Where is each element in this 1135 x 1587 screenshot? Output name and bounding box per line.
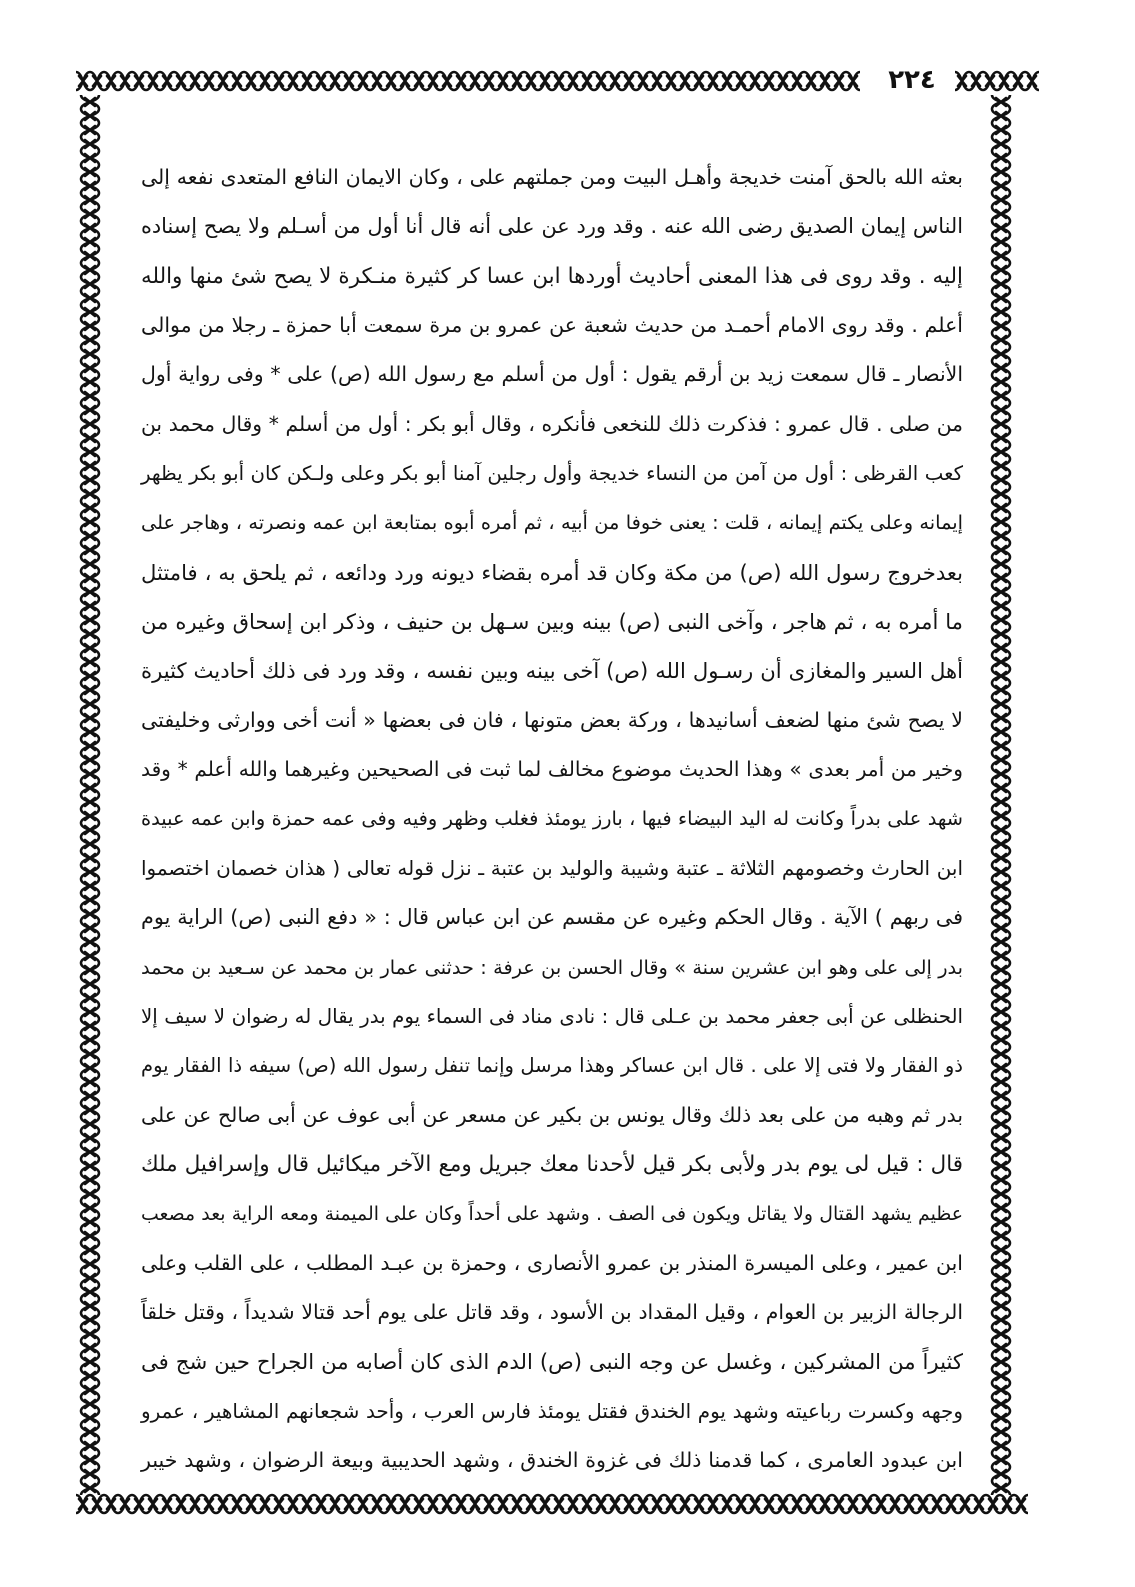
text-line-content: بعدخروج رسول الله (ص) من مكة وكان قد أمره بقضاء ديونه ورد ودائعه ، ثم يلحق به ، فامتثل [141, 559, 963, 585]
text-line [141, 202, 963, 251]
text-line-content: ما أمره به ، ثم هاجر ، وآخى النبى (ص) بينه وبين سـهل بن حنيف ، وذكر ابن إسحاق وغيره من [141, 609, 963, 635]
text-line [141, 1436, 963, 1485]
text-line-content: بعثه الله بالحق آمنت خديجة وأهـل البيت ومن جملتهم على ، وكان الايمان النافع المتعدى نفعه إلى [141, 165, 963, 189]
text-line-content: شهد على بدراً وكانت له اليد البيضاء فيها ، بارز يومئذ فغلب وظهر وفيه وفى عمه حمزة وابن عمه عبيدة [141, 807, 963, 831]
text-line-content: الرجالة الزبير بن العوام ، وقيل المقداد بن الأسود ، وقد قاتل على يوم أحد قتالا شديداً ، وقتل خلقاً [141, 1299, 963, 1324]
text-line [141, 794, 963, 843]
text-line [141, 1239, 963, 1288]
text-line-content: إليه . وقد روى فى هذا المعنى أحاديث أوردها ابن عسا كر كثيرة منـكرة لا يصح شئ منها والله [141, 263, 963, 289]
top-border-left [76, 63, 860, 99]
text-line-content: ذو الفقار ولا فتى إلا على . قال ابن عساكر وهذا مرسل وإنما تنفل رسول الله (ص) سيفه ذا الفقار يوم [141, 1054, 963, 1078]
text-line [141, 350, 963, 399]
text-line [141, 992, 963, 1041]
text-line [141, 844, 963, 893]
text-line [141, 400, 963, 449]
text-line-content: كعب القرظى : أول من آمن من النساء خديجة وأول رجلين آمنا أبو بكر وعلى ولـكن كان أبو بكر يظهر [141, 462, 963, 486]
right-border [983, 95, 1019, 1495]
text-line [141, 1288, 963, 1337]
text-line-content: لا يصح شئ منها لضعف أسانيدها ، وركة بعض متونها ، فان فى بعضها « أنت أخى ووارثى وخليفتى [141, 707, 963, 732]
text-line-content: الأنصار ـ قال سمعت زيد بن أرقم يقول : أول من أسلم مع رسول الله (ص) على * وفى رواية أول [141, 362, 963, 387]
text-line-content: ابن عمير ، وعلى الميسرة المنذر بن عمرو الأنصارى ، وحمزة بن عبـد المطلب ، على القلب وعلى [141, 1250, 963, 1275]
text-line [141, 1337, 963, 1386]
text-line [141, 301, 963, 350]
text-line-content: الحنظلى عن أبى جعفر محمد بن عـلى قال : نادى مناد فى السماء يوم بدر يقال له رضوان لا سيف إلا [141, 1004, 963, 1028]
text-line [141, 1041, 963, 1090]
text-line [141, 449, 963, 498]
top-border-right [955, 63, 1039, 99]
text-line [141, 943, 963, 992]
text-line-content: الناس إيمان الصديق رضى الله عنه . وقد ورد عن على أنه قال أنا أول من أسـلم ولا يصح إسناده [141, 214, 963, 239]
text-line-content: عظيم يشهد القتال ولا يقاتل ويكون فى الصف . وشهد على أحداً وكان على الميمنة ومعه الراية بعد مصعب [141, 1203, 963, 1226]
text-line [141, 597, 963, 646]
left-border [72, 95, 108, 1495]
text-line-content: وخير من أمر بعدى » وهذا الحديث موضوع مخالف لما ثبت فى الصحيحين وغيرهما والله أعلم * وقد [141, 757, 963, 782]
text-line [141, 498, 963, 547]
text-line-content: كثيراً من المشركين ، وغسل عن وجه النبى (ص) الدم الذى كان أصابه من الجراح حين شج فى [141, 1349, 963, 1375]
text-line-content: أهل السير والمغازى أن رسـول الله (ص) آخى بينه وبين نفسه ، وقد ورد فى ذلك أحاديث كثيرة [141, 658, 963, 684]
text-line [141, 1091, 963, 1140]
text-line [141, 548, 963, 597]
text-line-content: إيمانه وعلى يكتم إيمانه ، قلت : يعنى خوفا من أبيه ، ثم أمره أبوه بمتابعة ابن عمه ونصرته ، وهاجر على [141, 511, 963, 535]
text-line-content: فى ربهم ) الآية . وقال الحكم وغيره عن مقسم عن ابن عباس قال : « دفع النبى (ص) الراية يوم [141, 905, 963, 930]
text-line-content: بدر ثم وهبه من على بعد ذلك وقال يونس بن بكير عن مسعر عن أبى عوف عن أبى صالح عن على [141, 1102, 963, 1127]
text-line-content: بدر إلى على وهو ابن عشرين سنة » وقال الحسن بن عرفة : حدثنى عمار بن محمد عن سـعيد بن محمد [141, 955, 963, 979]
text-line [141, 696, 963, 745]
text-line-content: ابن عبدود العامرى ، كما قدمنا ذلك فى غزوة الخندق ، وشهد الحديبية وبيعة الرضوان ، وشهد خيبر [141, 1447, 963, 1472]
text-line-content: قال : قيل لى يوم بدر ولأبى بكر قيل لأحدنا معك جبريل ومع الآخر ميكائيل قال وإسرافيل ملك [141, 1151, 963, 1177]
page-number: ٢٢٤ [888, 65, 936, 95]
text-line-content: ابن الحارث وخصومهم الثلاثة ـ عتبة وشيبة والوليد بن عتبة ـ نزل قوله تعالى ( هذان خصمان اختصموا [141, 855, 963, 880]
text-line-content: وجهه وكسرت رباعيته وشهد يوم الخندق فقتل يومئذ فارس العرب ، وأحد شجعانهم المشاهير ، عمرو [141, 1398, 963, 1423]
text-line [141, 745, 963, 794]
text-line [141, 153, 963, 202]
text-line-content: أعلم . وقد روى الامام أحمـد من حديث شعبة عن عمرو بن مرة سمعت أبا حمزة ـ رجلا من موالى [141, 313, 963, 338]
bottom-border [76, 1486, 1028, 1522]
text-line-content: من صلى . قال عمرو : فذكرت ذلك للنخعى فأنكره ، وقال أبو بكر : أول من أسلم * وقال محمد بن [141, 411, 963, 436]
text-line [141, 1140, 963, 1189]
text-line [141, 646, 963, 695]
text-line [141, 252, 963, 301]
text-line [141, 1189, 963, 1238]
body-text [141, 153, 963, 1485]
text-line [141, 893, 963, 942]
text-line [141, 1387, 963, 1436]
